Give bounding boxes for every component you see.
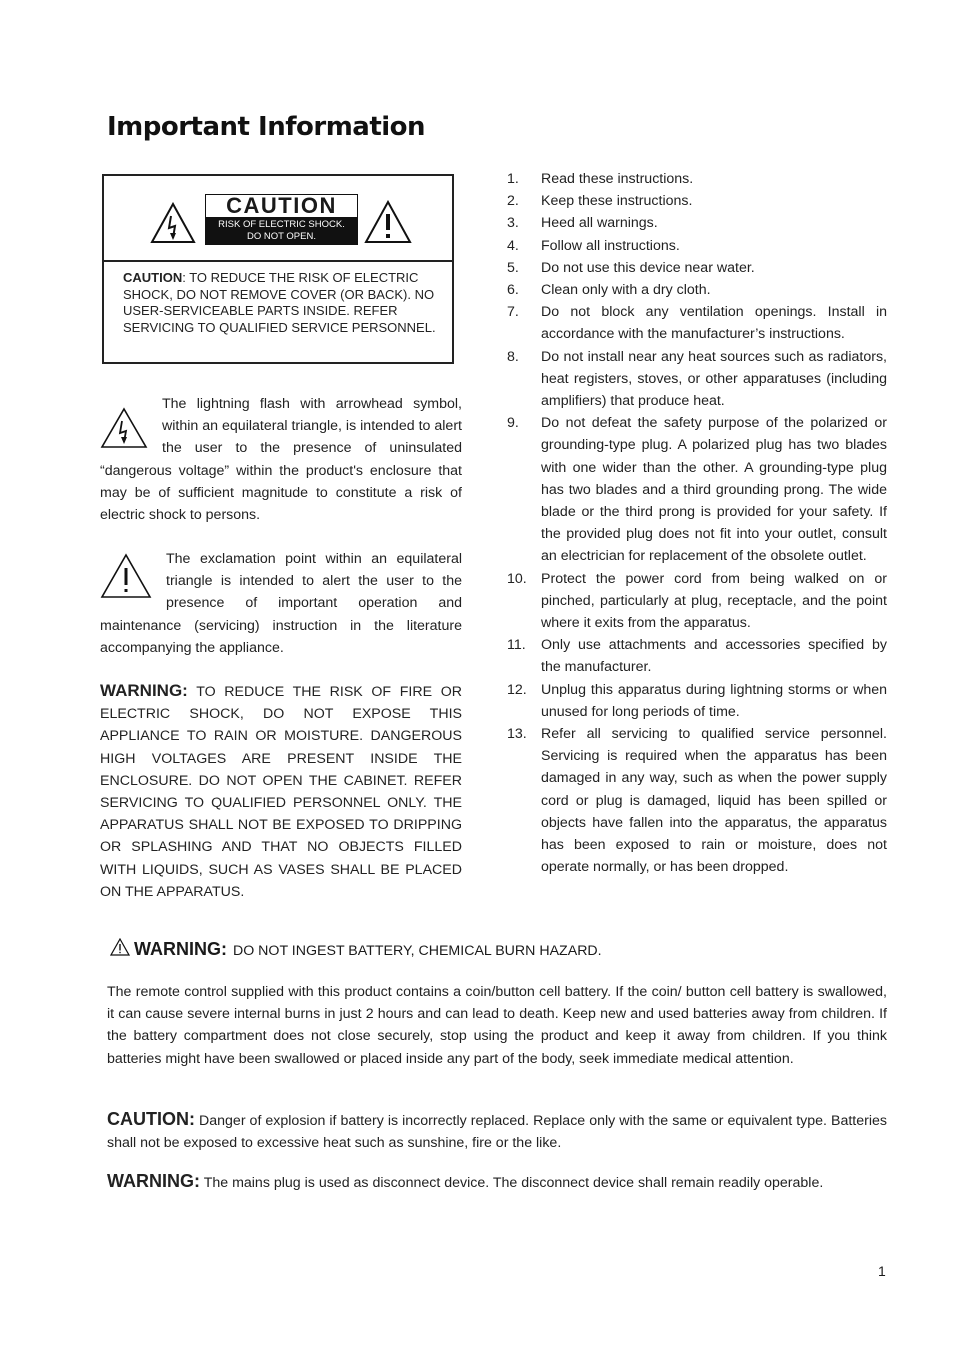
battery-paragraph: The remote control supplied with this product contains a coin/button cell battery. If the coin/ button cell battery is swallowed, it can cause severe internal burns in just 2 hours and can lead to death. Keep new and used batteries away from children. If the battery compartment does not close securely, stop using the product and keep it away from children. If you think batteries might have been swallowed or placed inside any part of the body, seek immediate medical attention.: [107, 984, 887, 1067]
caution-box: [102, 174, 454, 364]
caution-box-header: [104, 176, 452, 262]
list-item-text: Follow all instructions.: [541, 237, 680, 254]
list-item-number: 2.: [507, 193, 519, 210]
list-item: [507, 279, 887, 301]
list-item: [507, 212, 887, 234]
list-item-number: 4.: [507, 237, 519, 254]
list-item: [507, 634, 887, 678]
list-item-text: Do not use this device near water.: [541, 259, 755, 276]
caution-box-body: : TO REDUCE THE RISK OF ELECTRIC SHOCK, DO NOT REMOVE COVER (OR BACK). NO USER-SERVICEABLE PARTS INSIDE. REFER SERVICING TO QUALIFIED SERVICE PERSONNEL.: [123, 270, 436, 335]
main-warning: [100, 680, 462, 903]
list-item-text: Heed all warnings.: [541, 215, 658, 232]
list-item: [507, 168, 887, 190]
list-item-text: Do not install near any heat sources such as radiators, heat registers, stoves, or other apparatuses (including amplifiers) that produce heat.: [541, 348, 887, 410]
mains-warning: [107, 1170, 887, 1194]
lightning-paragraph-text: The lightning flash with arrowhead symbol, within an equilateral triangle, is intended to alert the user to the presence of uninsulated “dangerous voltage” within the product's enclosure that may be of sufficient magnitude to constitute a risk of electric shock to persons.: [100, 396, 462, 524]
lightning-paragraph: [100, 393, 462, 526]
list-item-number: 1.: [507, 171, 519, 187]
list-item-number: 9.: [507, 415, 519, 432]
lightning-warning-icon: [150, 202, 196, 244]
list-item-number: 5.: [507, 259, 519, 276]
battery-warning-lead: WARNING:: [134, 939, 227, 959]
list-item: [507, 235, 887, 257]
exclamation-paragraph-text: The exclamation point within an equilateral triangle is intended to alert the user to the presence of important operation and maintenance (servicing) instruction in the literature accompanying the appliance.: [100, 551, 462, 656]
list-item-text: Read these instructions.: [541, 171, 694, 187]
small-warning-triangle-icon: [110, 938, 130, 956]
main-warning-text: TO REDUCE THE RISK OF FIRE OR ELECTRIC SHOCK, DO NOT EXPOSE THIS APPLIANCE TO RAIN OR MOISTURE. DANGEROUS HIGH VOLTAGES ARE PRESENT INSIDE THE ENCLOSURE. DO NOT OPEN THE CABINET. REFER SERVICING TO QUALIFIED PERSONNEL ONLY. THE APPARATUS SHALL NOT BE EXPOSED TO DRIPPING OR SPLASHING AND THAT NO OBJECTS FILLED WITH LIQUIDS, SUCH AS VASES SHALL BE PLACED ON THE APPARATUS.: [100, 684, 462, 900]
battery-warning-text: DO NOT INGEST BATTERY, CHEMICAL BURN HAZARD.: [232, 943, 602, 959]
page-number: 1: [878, 1263, 886, 1279]
list-item-text: Only use attachments and accessories specified by the manufacturer.: [541, 637, 887, 676]
caution-sublabel-line1: RISK OF ELECTRIC SHOCK.: [218, 219, 345, 230]
list-item: [507, 568, 887, 635]
list-item-number: 3.: [507, 215, 519, 232]
list-item-number: 11.: [507, 637, 526, 654]
exclamation-triangle-icon: [100, 553, 152, 599]
list-item-number: 8.: [507, 348, 519, 365]
caution-sublabel: [205, 218, 358, 245]
caution-word: CAUTION: [205, 194, 358, 218]
list-item: [507, 190, 887, 212]
instructions-list: [507, 168, 887, 879]
lightning-triangle-icon: [100, 407, 148, 449]
list-item: [507, 301, 887, 345]
list-item-number: 12.: [507, 681, 527, 698]
caution-label: [205, 194, 358, 245]
caution-box-text: [123, 270, 443, 336]
main-warning-lead: WARNING:: [100, 681, 188, 700]
caution-box-lead: CAUTION: [123, 270, 183, 285]
battery-caution-lead: CAUTION:: [107, 1109, 195, 1129]
list-item-number: 10.: [507, 570, 527, 587]
mains-warning-text: The mains plug is used as disconnect device. The disconnect device shall remain readily operable.: [203, 1175, 824, 1191]
list-item-text: Keep these instructions.: [541, 193, 693, 210]
list-item-number: 7.: [507, 304, 519, 321]
battery-warning: [110, 938, 602, 960]
list-item-text: Clean only with a dry cloth.: [541, 282, 711, 299]
caution-sublabel-line2: DO NOT OPEN.: [247, 231, 316, 242]
mains-warning-lead: WARNING:: [107, 1171, 200, 1191]
list-item-text: Do not defeat the safety purpose of the polarized or grounding-type plug. A polarized plug has two blades with one wider than the other. A grounding-type plug has two blades and a third grounding prong. The wide blade or the third prong is provided for your safety. If the provided plug does not fit into your outlet, consult an electrician for replacement of the obsolete outlet.: [541, 415, 887, 565]
exclamation-paragraph: [100, 548, 462, 659]
list-item-text: Do not block any ventilation openings. Install in accordance with the manufacturer’s instructions.: [541, 304, 887, 343]
list-item-number: 13.: [507, 726, 527, 743]
list-item: [507, 412, 887, 567]
list-item-text: Refer all servicing to qualified service personnel. Servicing is required when the apparatus has been damaged in any way, such as when the power supply cord or plug is damaged, liquid has been spilled or objects have fallen into the apparatus, the apparatus has been exposed to rain or moisture, does not operate normally, or has been dropped.: [541, 726, 887, 876]
battery-caution: [107, 1108, 887, 1154]
page-title: Important Information: [107, 112, 426, 142]
list-item: [507, 257, 887, 279]
battery-caution-text: Danger of explosion if battery is incorrectly replaced. Replace only with the same or equivalent type. Batteries shall not be exposed to excessive heat such as sunshine, fire or the like.: [107, 1113, 887, 1152]
list-item-text: Unplug this apparatus during lightning storms or when unused for long periods of time.: [541, 681, 887, 720]
list-item: [507, 346, 887, 413]
exclamation-warning-icon: [364, 200, 412, 244]
list-item-text: Protect the power cord from being walked on or pinched, particularly at plug, receptacle, and the point where it exits from the apparatus.: [541, 570, 887, 632]
list-item: [507, 679, 887, 723]
list-item-number: 6.: [507, 282, 519, 299]
list-item: [507, 723, 887, 878]
